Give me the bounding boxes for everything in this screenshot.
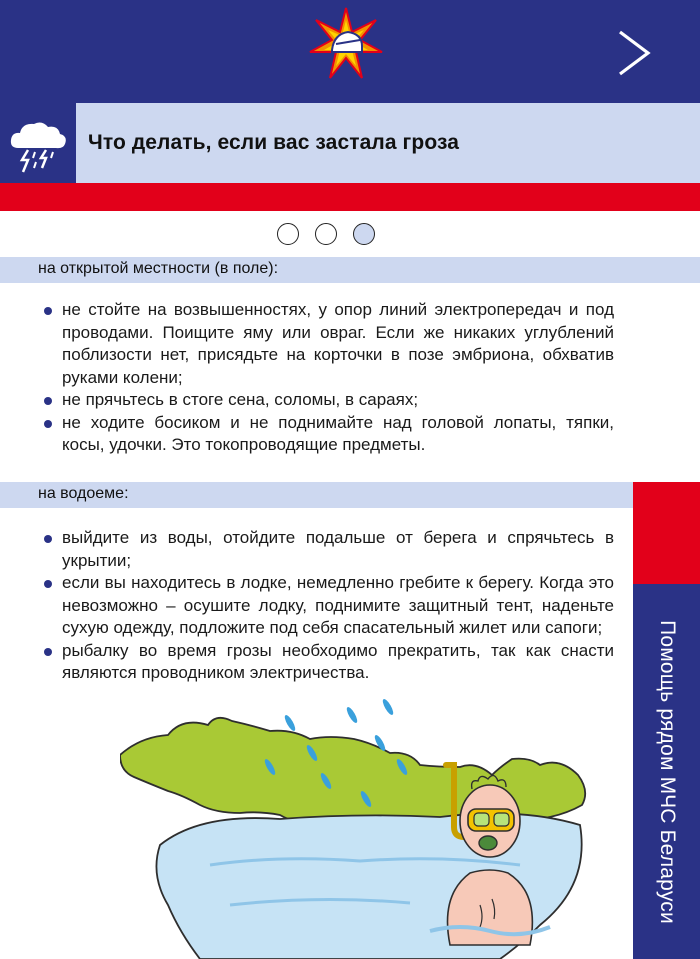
list-item: не ходите босиком и не поднимайте над головой лопаты, тяпки, косы, удочки. Это токопроводящие предметы. xyxy=(40,412,614,457)
list-item: выйдите из воды, отойдите подальше от берега и спрячьтесь в укрытии; xyxy=(40,527,614,572)
section-heading-open-field xyxy=(0,257,700,283)
thundercloud-icon xyxy=(8,118,68,176)
mchs-star-emblem-icon xyxy=(308,6,384,82)
list-item: не стойте на возвышенностях, у опор линий электропередач и под проводами. Поищите яму или овраг. Если же никаких углублений поблизости нет, присядьте на корточки в позе эмбриона, обхватив руками колени; xyxy=(40,299,614,389)
water-list xyxy=(40,527,614,685)
section-heading-text: на открытой местности (в поле): xyxy=(38,260,279,277)
open-field-list xyxy=(40,299,614,457)
list-item: не прячьтесь в стоге сена, соломы, в сараях; xyxy=(40,389,614,412)
page-dot-3[interactable] xyxy=(353,223,375,245)
page-dot-2[interactable] xyxy=(315,223,337,245)
section-heading-text: на водоеме: xyxy=(38,485,129,502)
side-banner xyxy=(633,584,700,959)
list-item: если вы находитесь в лодке, немедленно гребите к берегу. Когда это невозможно – осушите лодку, поднимите защитный тент, наденьте сухую одежду, подложите под себя спасательный жилет или сапоги; xyxy=(40,572,614,640)
section-heading-water xyxy=(0,482,633,508)
page-title: Что делать, если вас застала гроза xyxy=(88,131,460,154)
side-banner-text: Помощь рядом МЧС Беларуси xyxy=(655,619,679,924)
side-banner-red xyxy=(633,482,700,584)
title-bar xyxy=(76,103,700,183)
red-stripe xyxy=(0,183,700,211)
list-item: рыбалку во время грозы необходимо прекратить, так как снасти являются проводником электричества. xyxy=(40,640,614,685)
page-dot-1[interactable] xyxy=(277,223,299,245)
swimmer-in-rain-illustration xyxy=(120,695,625,959)
chevron-right-icon[interactable] xyxy=(614,28,654,78)
pagination-dots xyxy=(277,223,377,247)
